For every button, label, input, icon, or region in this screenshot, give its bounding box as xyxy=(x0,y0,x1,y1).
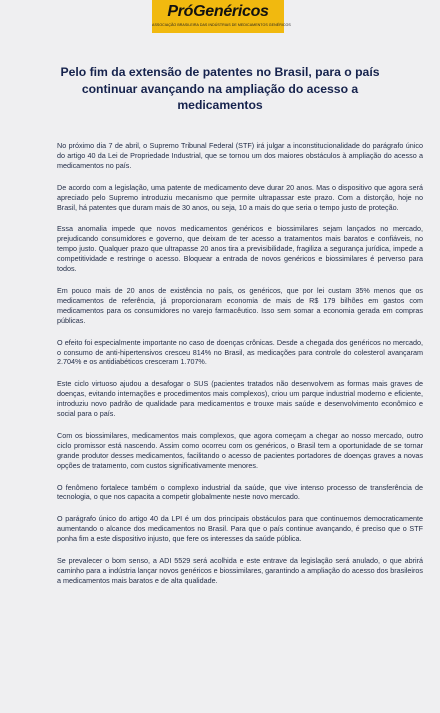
logo-name: PróGenéricos xyxy=(167,3,269,20)
progenericos-logo xyxy=(152,0,291,33)
paragraph: O parágrafo único do artigo 40 da LPI é um dos principais obstáculos para que continuemos democraticamente aumentando o alcance dos medicamentos no Brasil. Para que o país continue avançando, é preciso que o STF ponha fim a este dispositivo injusto, que fere os interesses da saúde pública. xyxy=(57,514,423,544)
paragraph: De acordo com a legislação, uma patente de medicamento deve durar 20 anos. Mas o dispositivo que agora será apreciado pelo Supremo introduziu mecanismo que permite ultrapassar este prazo. Com a distorção, hoje no Brasil, há patentes que duram mais de 30 anos, ou seja, 10 a mais do que seria o tempo justo de proteção. xyxy=(57,182,423,212)
paragraph: Essa anomalia impede que novos medicamentos genéricos e biossimilares sejam lançados no mercado, prejudicando consumidores e governo, que deixam de ter acesso a tratamentos mais baratos e confiáveis, no tempo justo. Qualquer prazo que ultrapasse 20 anos tira a previsibilidade, fragiliza a segurança jurídica, impede a competitividade e restringe o acesso. Bloquear a entrada de novos genéricos e biossimilares é perverso para todos. xyxy=(57,224,423,274)
paragraph: O efeito foi especialmente importante no caso de doenças crônicas. Desde a chegada dos genéricos no mercado, o consumo de anti-hipertensivos cresceu 814% no Brasil, as medicações para controle do colesterol avançaram 2.704% e os antidiabéticos cresceram 1.707%. xyxy=(57,337,423,367)
paragraph: No próximo dia 7 de abril, o Supremo Tribunal Federal (STF) irá julgar a inconstitucionalidade do parágrafo único do artigo 40 da Lei de Propriedade Industrial, que se tornou um dos maiores obstáculos à ampliação do acesso a medicamentos no país. xyxy=(57,141,423,170)
paragraph: Com os biossimilares, medicamentos mais complexos, que agora começam a chegar ao nosso mercado, outro ciclo promissor está nascendo. Assim como ocorreu com os genéricos, o Brasil tem a oportunidade de se tornar grande produtor desses medicamentos, facilitando o acesso de pacientes portadores de doenças graves a novas opções de tratamento, com custos significativamente menores. xyxy=(57,430,423,470)
paragraph: Em pouco mais de 20 anos de existência no país, os genéricos, que por lei custam 35% menos que os medicamentos de referência, já proporcionaram economia de mais de R$ 179 bilhões em gastos com medicamentos para os consumidores no varejo farmacêutico. Isso sem somar a economia gerada em compras públicas. xyxy=(57,285,423,325)
paragraph: O fenômeno fortalece também o complexo industrial da saúde, que vive intenso processo de transferência de tecnologia, o que nos capacita a competir globalmente neste novo mercado. xyxy=(57,482,423,502)
article-body xyxy=(57,141,423,598)
headline: Pelo fim da extensão de patentes no Brasil, para o país continuar avançando na ampliação do acesso a medicamentos xyxy=(60,65,380,113)
paragraph: Se prevalecer o bom senso, a ADI 5529 será acolhida e este entrave da legislação será anulado, o que abrirá caminho para a indústria lançar novos genéricos e biossimilares, garantindo a ampliação do acesso dos brasileiros a medicamentos mais baratos e de alta qualidade. xyxy=(57,556,423,585)
logo-tagline: ASSOCIAÇÃO BRASILEIRA DAS INDÚSTRIAS DE MEDICAMENTOS GENÉRICOS xyxy=(152,23,291,27)
paragraph: Este ciclo virtuoso ajudou a desafogar o SUS (pacientes tratados não desenvolvem as formas mais graves de doenças, evitando internações e procedimentos mais complexos), criou um parque industrial moderno e eficiente, introduziu novo padrão de qualidade para medicamentos e trouxe mais saúde e desenvolvimento econômico e social para o país. xyxy=(57,379,423,419)
